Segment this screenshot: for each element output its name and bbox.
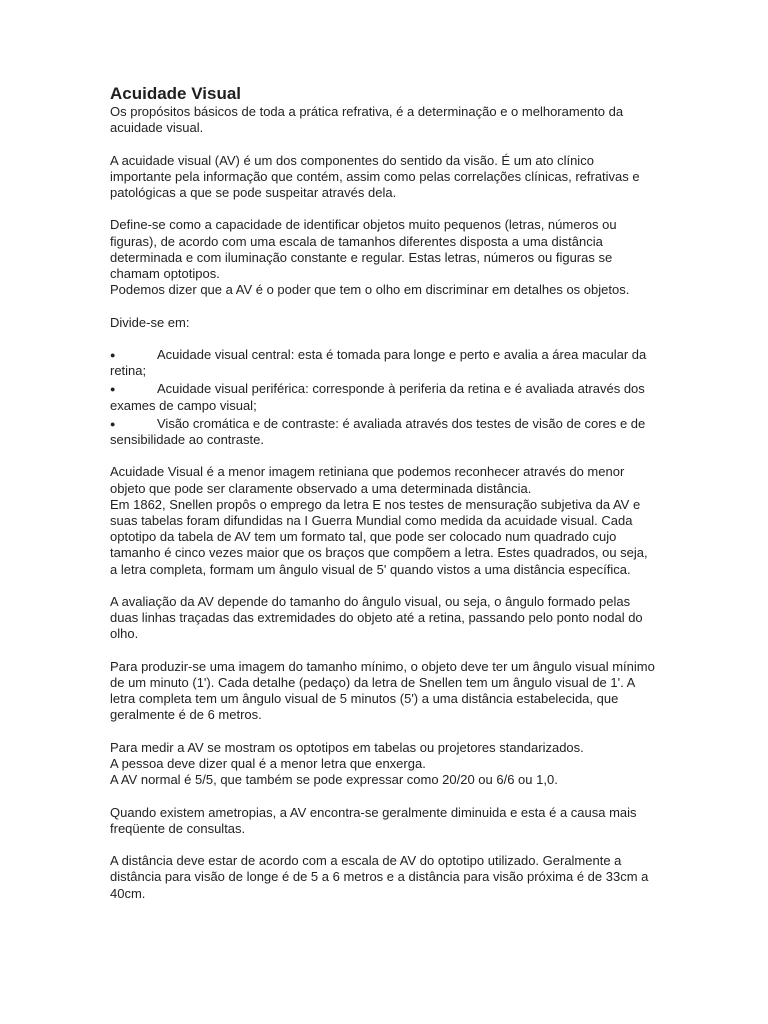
paragraph-power: Podemos dizer que a AV é o poder que tem o olho em discriminar em detalhes os objetos.: [110, 282, 630, 298]
paragraph-minimum-size: Para produzir-se uma imagem do tamanho mínimo, o objeto deve ter um ângulo visual mínimo de um minuto (1'). Cada detalhe (pedaço) da letra de Snellen tem um ângulo visual de 1'. A letra completa tem um ângulo visual de 5 minutos (5') a uma distância estabelecida, que geralmente é de 6 metros.: [110, 658, 655, 723]
bullet-icon: ●: [110, 349, 116, 360]
paragraph-capacity: Define-se como a capacidade de identificar objetos muito pequenos (letras, números ou figuras), de acordo com uma escala de tamanhos diferentes disposta a uma distância determinada e com iluminação constante e regular. Estas letras, números ou figuras se chamam optotipos.: [110, 217, 617, 281]
paragraph-distance: A distância deve estar de acordo com a escala de AV do optotipo utilizado. Geralmente a distância para visão de longe é de 5 a 6 metros e a distância para visão próxima é de 33cm a 40cm.: [110, 853, 649, 901]
paragraph-snellen: Em 1862, Snellen propôs o emprego da letra E nos testes de mensuração subjetiva da AV e suas tabelas foram difundidas na I Guerra Mundial como medida da acuidade visual. Cada optotipo da tabela de AV tem um formato tal, que pode ser colocado num quadrado cujo tamanho é cinco vezes maior que os braços que compõem a letra. Estes quadrados, ou seja, a letra completa, formam um ângulo visual de 5' quando vistos a uma distância específica.: [110, 496, 648, 577]
list-item: [110, 416, 658, 448]
list-item: [110, 381, 658, 413]
paragraph-ametropias: Quando existem ametropias, a AV encontra-se geralmente diminuida e esta é a causa mais freqüente de consultas.: [110, 804, 637, 836]
paragraph-av-definition: A acuidade visual (AV) é um dos componentes do sentido da visão. É um ato clínico importante pela informação que contém, assim como pelas correlações clínicas, refrativas e patológicas a que se pode suspeitar através dela.: [110, 152, 640, 200]
intro-paragraph: Os propósitos básicos de toda a prática refrativa, é a determinação e o melhoramento da acuidade visual.: [110, 104, 624, 136]
list-item-text: Visão cromática e de contraste: é avaliada através dos testes de visão de cores e de sensibilidade ao contraste.: [110, 415, 646, 447]
paragraph-measure: Para medir a AV se mostram os optotipos em tabelas ou projetores standarizados.: [110, 739, 584, 755]
bullet-icon: ●: [110, 384, 116, 395]
bullet-icon: ●: [110, 418, 116, 429]
paragraph-normal-av: A AV normal é 5/5, que também se pode expressar como 20/20 ou 6/6 ou 1,0.: [110, 772, 558, 788]
list-item-text: Acuidade visual central: esta é tomada para longe e perto e avalia a área macular da retina;: [110, 346, 647, 379]
document-page: [110, 84, 658, 918]
list-item-text: Acuidade visual periférica: corresponde à periferia da retina e é avaliada através dos exames de campo visual;: [110, 381, 645, 413]
divisions-list: [110, 347, 658, 448]
document-title: Acuidade Visual: [110, 84, 242, 103]
paragraph-visual-angle: A avaliação da AV depende do tamanho do ângulo visual, ou seja, o ângulo formado pelas duas linhas traçadas das extremidades do objeto até a retina, passando pelo ponto nodal do olho.: [110, 594, 643, 642]
paragraph-smallest-image: Acuidade Visual é a menor imagem retiniana que podemos reconhecer através do menor objeto que pode ser claramente observado a uma determinada distância.: [110, 464, 625, 496]
paragraph-smallest-letter: A pessoa deve dizer qual é a menor letra que enxerga.: [110, 756, 426, 771]
paragraph-divides: Divide-se em:: [110, 314, 190, 330]
list-item: [110, 347, 658, 379]
